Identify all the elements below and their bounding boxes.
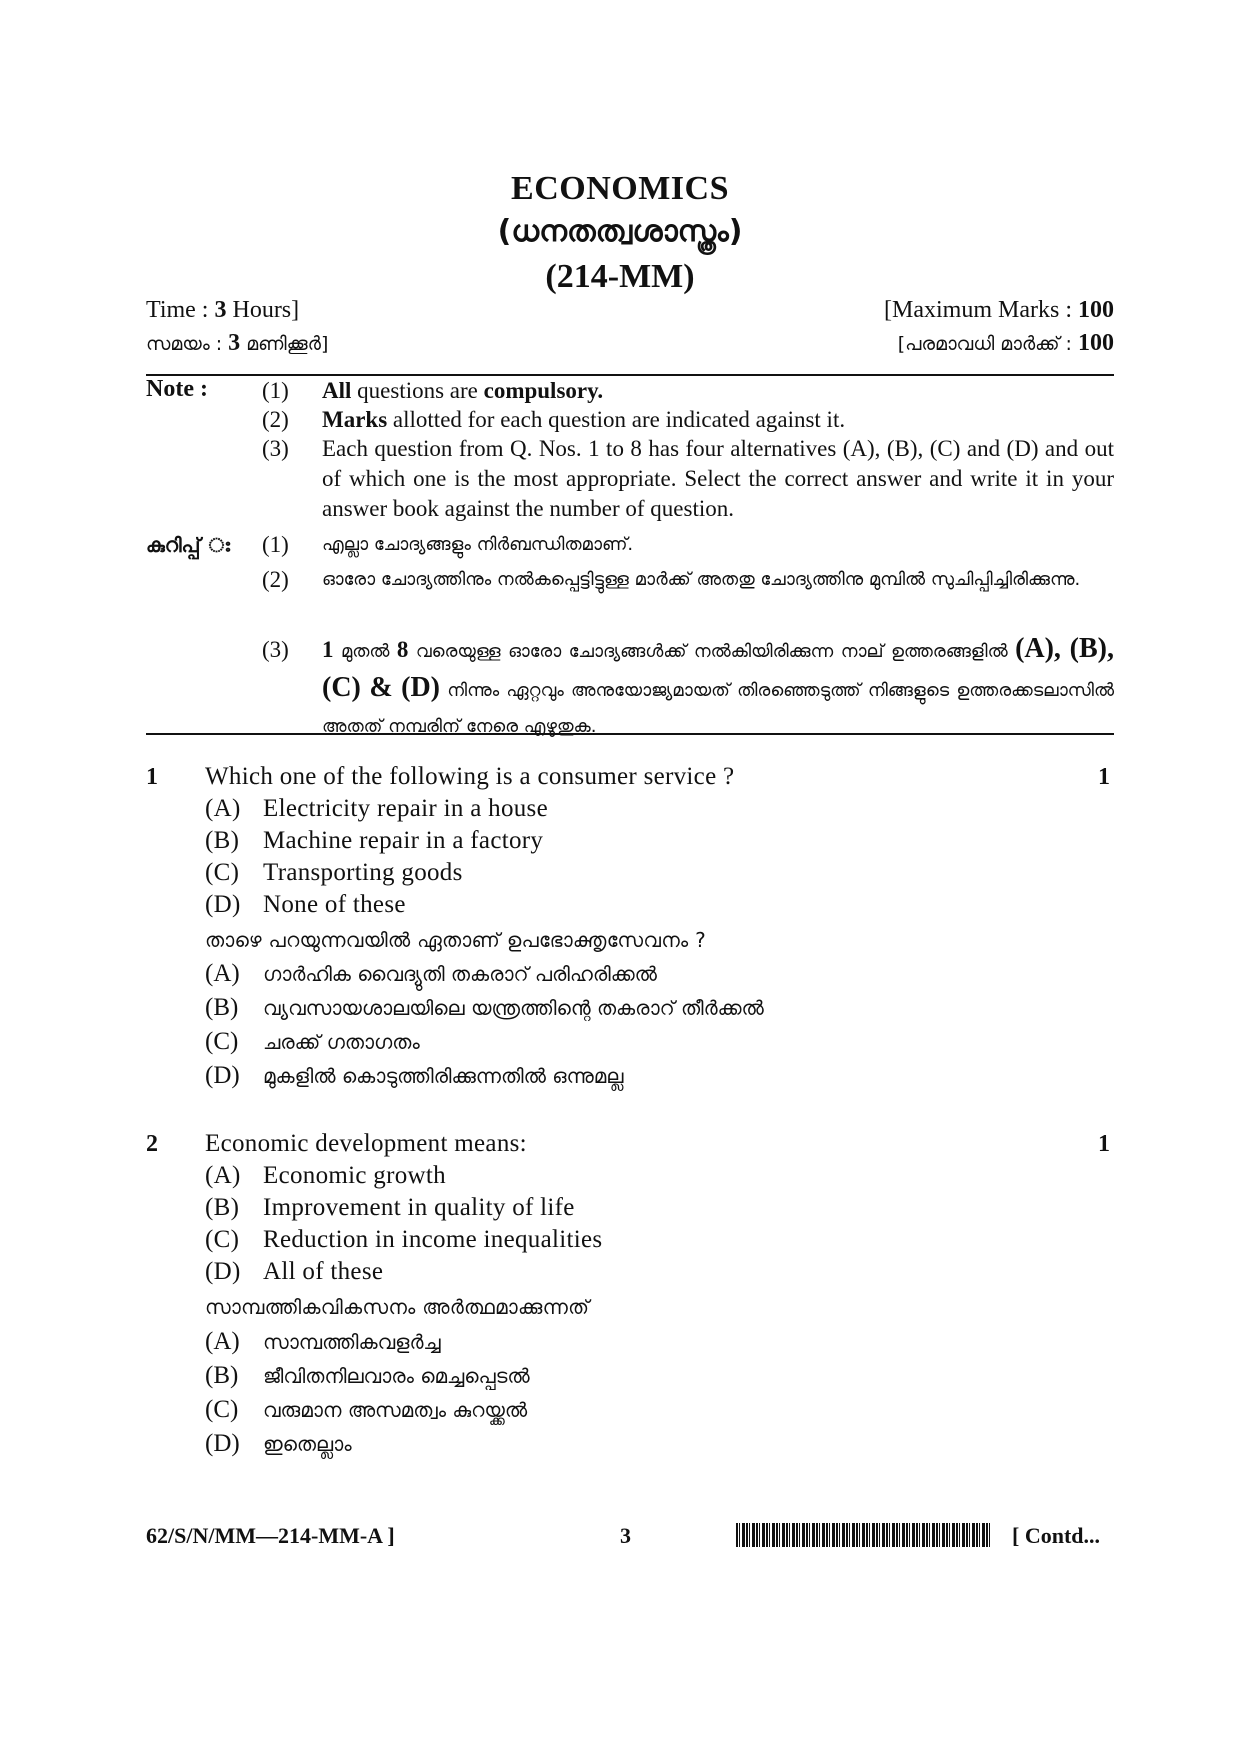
footer-paper-code: 62/S/N/MM—214-MM-A ] [146, 1523, 395, 1548]
option: (A) Electricity repair in a house [205, 795, 548, 822]
note-heading-malayalam: കുറിപ്പ് ഃ [146, 533, 230, 557]
note-number: (2) [262, 407, 289, 432]
question-text: Which one of the following is a consumer service ? [205, 763, 735, 790]
question-number: 2 [146, 1131, 158, 1157]
note-item: All questions are compulsory. [322, 378, 604, 403]
note-number: (3) [262, 436, 289, 461]
question-number: 1 [146, 764, 158, 790]
question-text: Economic development means: [205, 1130, 527, 1157]
note-heading: Note : [146, 376, 208, 402]
notes-divider [146, 733, 1114, 735]
option: (C) Transporting goods [205, 859, 463, 886]
option-malayalam: (C) വരുമാന അസമത്വം കുറയ്ക്കൽ [205, 1396, 528, 1423]
option: (C) Reduction in income inequalities [205, 1226, 603, 1253]
footer-page-number: 3 [620, 1523, 631, 1548]
note-item-malayalam: എല്ലാ ചോദ്യങ്ങളും നിർബന്ധിതമാണ്. [322, 534, 634, 555]
question-text-malayalam: സാമ്പത്തികവികസനം അർത്ഥമാക്കുന്നത് [205, 1295, 590, 1319]
option: (D) None of these [205, 891, 406, 918]
option-malayalam: (A) ഗാർഹിക വൈദ്യുതി തകരാറ് പരിഹരിക്കൽ [205, 960, 657, 987]
paper-code-title: (214-MM) [545, 258, 695, 295]
option-malayalam: (C) ചരക്ക് ഗതാഗതം [205, 1028, 420, 1055]
option: (B) Improvement in quality of life [205, 1194, 575, 1221]
option: (D) All of these [205, 1258, 384, 1285]
note-number: (2) [262, 567, 289, 592]
note-number: (1) [262, 532, 289, 557]
note-item: Marks allotted for each question are indicated against it. [322, 407, 846, 432]
barcode [736, 1523, 992, 1547]
note-number: (3) [262, 637, 289, 662]
option-malayalam: (A) സാമ്പത്തികവളർച്ച [205, 1328, 441, 1355]
subject-title: ECONOMICS [511, 170, 729, 207]
time-line: Time : 3 Hours] [146, 297, 300, 323]
note-item: Each question from Q. Nos. 1 to 8 has four alternatives (A), (B), (C) and (D) and out of which one is the most appropriate. Select the correct answer and write it in your answer book against the number of question. [322, 436, 1114, 521]
footer-contd: [ Contd... [1012, 1523, 1101, 1548]
option-malayalam: (B) ജീവിതനിലവാരം മെച്ചപ്പെടൽ [205, 1362, 530, 1389]
note-item-malayalam: ഓരോ ചോദ്യത്തിനും നൽകപ്പെട്ടിട്ടുള്ള മാർക്ക് അതതു ചോദ്യത്തിനു മുമ്പിൽ സുചിപ്പിച്ചിരിക്കുന്നു. [322, 569, 1081, 590]
max-marks-line: [Maximum Marks : 100 [884, 297, 1114, 323]
question-text-malayalam: താഴെ പറയുന്നവയിൽ ഏതാണ് ഉപഭോക്തൃസേവനം ? [205, 928, 707, 952]
note-number: (1) [262, 378, 289, 403]
option-malayalam: (D) ഇതെല്ലാം [205, 1430, 352, 1457]
question-marks: 1 [1098, 1131, 1110, 1157]
max-marks-line-malayalam: [പരമാവധി മാർക്ക് : 100 [897, 330, 1114, 356]
option-malayalam: (D) മുകളിൽ കൊടുത്തിരിക്കുന്നതിൽ ഒന്നുമല്ല [205, 1062, 624, 1089]
question-marks: 1 [1098, 764, 1110, 790]
subject-title-malayalam: (ധനതത്വശാസ്ത്രം) [497, 214, 743, 249]
time-line-malayalam: സമയം : 3 മണിക്കൂർ] [146, 330, 329, 356]
option-malayalam: (B) വ്യവസായശാലയിലെ യന്ത്രത്തിന്റെ തകരാറ് തീർക്കൽ [205, 994, 764, 1021]
note-item-malayalam: 1 മുതൽ 8 വരെയുള്ള ഓരോ ചോദ്യങ്ങൾക്ക് നൽകിയിരിക്കുന്ന നാല് ഉത്തരങ്ങളിൽ (A), (B), (C) & (D) നിന്നും ഏറ്റവും അനുയോജ്യമായത് തിരഞ്ഞെടുത്ത് നിങ്ങളുടെ ഉത്തരക്കടലാസിൽ അതത് നമ്പരിന് നേരെ എഴുതുക. [322, 633, 1114, 737]
option: (B) Machine repair in a factory [205, 827, 544, 854]
option: (A) Economic growth [205, 1162, 446, 1189]
